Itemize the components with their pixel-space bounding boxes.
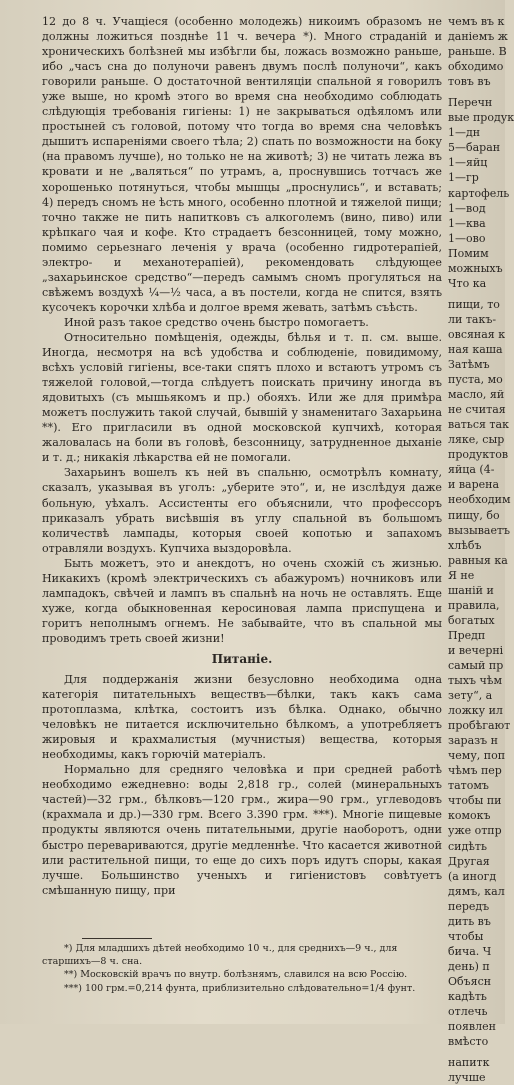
right-column-line: товъ въ: [448, 75, 491, 89]
right-column-fragment: [448, 14, 514, 1085]
paragraph-daily-needs: Нормально для средняго человѣка и при средней работѣ необходимо ежедневно: воды 2,818 гр., солей (минеральныхъ частей)—32 грм., бѣлковъ—120 грм., жира—90 грм., углеводовъ (крахмала и др.)—330 грм. Всего 3.390 грм. ***). Многiе пищевые продукты являются очень питательными, другiе наоборотъ, одни быстро перевариваются, другiе медленнѣе. Что касается животной или растительной пищи, то еще до сихъ поръ идутъ споры, какая лучше. Большинство ученыхъ и гигiенистовъ совѣтуетъ смѣшанную пищу, при: [42, 763, 442, 897]
footnote-3: ***) 100 грм.=0,214 фунта, приблизительно слѣдовательно=1/4 фунт.: [64, 982, 416, 994]
right-column-line: 1—дн: [448, 126, 481, 140]
right-column-line: Я не: [448, 568, 475, 582]
right-column-line: необходим: [448, 493, 511, 507]
right-column-line: чѣмъ пер: [448, 764, 502, 778]
right-column-line: напитк: [448, 1056, 490, 1070]
right-column-line: кадѣть: [448, 990, 487, 1003]
right-column-line: раньше. В: [448, 45, 507, 59]
right-column-line: чтобы: [448, 929, 484, 943]
right-column-line: обходимо: [448, 60, 504, 74]
right-column-line: шаній и: [448, 583, 494, 597]
right-column-line: не считая: [448, 403, 506, 417]
right-column-line: тыхъ чѣм: [448, 674, 503, 688]
right-column-line: пищу, бо: [448, 508, 500, 522]
paragraph-sleep: 12 до 8 ч. Учащiеся (особенно молодежь) никоимъ образомъ не должны ложиться позднѣе 11 ч. вечера *). Много страданiй и хроническихъ болѣзней мы избѣгли бы, ложась возможно раньше, ибо „часъ сна до полуночи равенъ двумъ послѣ полуночи“, какъ говорили раньше. О достаточной вентиляцiи спальной я говорилъ уже выше, но кромѣ этого во время сна необходимо соблюдать слѣдующiя требованiя гигiены: 1) не закрываться одѣяломъ или простыней съ головой, потому что тогда во время сна человѣкъ дышитъ испаренiями своего тѣла; 2) спать по возможности на боку (на правомъ лучше), но только не на животѣ; 3) не читать лежа въ кровати и не „валяться“ по утрамъ, а, проснувшись тотчасъ же хорошенько потянуться, чтобы мышцы „проснулись“, и вставать; 4) передъ сномъ не ѣсть много, особенно плотной и тяжелой пищи; точно также не пить напитковъ съ алкоголемъ (вино, пиво) или крѣпкаго чая и кофе. Кто страдаетъ безсонницей, тому можно, помимо серьезнаго леченiя у врача (особенно гидротерапiей, электро- и механотерапiей), рекомендовать слѣдующее „захарьинское средство“—передъ самымъ сномъ прогуляться на свѣжемъ воздухѣ ¼—½ часа, а въ постели, когда не спится, взять кусочекъ корочки хлѣба и долгое время жевать, затѣмъ съѣсть.: [42, 15, 442, 314]
right-column-line: ная каша: [448, 342, 503, 356]
section-heading-nutrition: Питанiе.: [211, 651, 273, 666]
right-column-line: появлен: [448, 1020, 496, 1034]
right-column-line: 1—ово: [448, 231, 486, 245]
right-column-line: 1—вод: [448, 201, 486, 215]
right-column-line: вызываетъ: [448, 523, 511, 537]
right-column-line: пищи, то: [448, 297, 500, 311]
right-column-line: день) п: [448, 959, 490, 973]
paragraph-remedy: Иной разъ такое средство очень быстро помогаетъ.: [64, 315, 369, 329]
right-column-line: Помим: [448, 246, 489, 260]
right-column-line: Другая: [448, 854, 490, 868]
right-column-line: зету“, а: [448, 689, 493, 703]
paragraph-bedroom: Относительно помѣщенiя, одежды, бѣлья и т. п. см. выше. Иногда, несмотря на всѣ удобства и соблюденiе, повидимому, всѣхъ условiй гигiены, все-таки спятъ плохо и встаютъ утромъ съ тяжелой головой,—тогда слѣдуетъ поискать причину иногда въ ядовитыхъ (съ мышьякомъ и пр.) обояхъ. Или же для примѣра можетъ послужить такой случай, бывшiй у знаменитаго Захарьина **). Его пригласили въ одной московской купчихѣ, которая жаловалась на боли въ головѣ, безсонницу, затрудненное дыханiе и т. д.; никакiя лѣкарства ей не помогали.: [42, 330, 442, 465]
right-column-line: 5—баран: [448, 141, 501, 155]
right-column-line: комокъ: [448, 809, 491, 823]
right-column-line: чему, поп: [448, 749, 506, 763]
right-column-line: чтобы пи: [448, 794, 502, 808]
right-column-line: богатых: [448, 613, 495, 627]
right-column-line: Затѣмъ: [448, 358, 490, 372]
right-column-line: самый пр: [448, 658, 504, 672]
right-column-line: продуктов: [448, 448, 509, 462]
footnote-2: **) Московскiй врачъ по внутр. болѣзнямъ, славился на всю Россiю.: [64, 969, 408, 981]
right-column-line: правила,: [448, 598, 500, 612]
right-column-line: овсяная к: [448, 327, 506, 341]
right-column-line: ли такъ-: [448, 312, 497, 326]
right-column-line: даніемъ ж: [448, 30, 508, 44]
right-column-line: картофель: [448, 186, 510, 200]
right-column-line: 1—гр: [448, 171, 479, 185]
right-column-line: пуста, мо: [448, 373, 503, 387]
right-column-line: 1—яйц: [448, 156, 488, 170]
right-column-line: ваться так: [448, 418, 509, 432]
right-column-line: яйца (4-: [448, 463, 495, 477]
right-column-line: заразъ н: [448, 734, 498, 748]
right-column-line: Предп: [448, 628, 486, 642]
right-column-line: Перечн: [448, 96, 493, 110]
right-column-line: уже отпр: [448, 824, 502, 838]
right-column-line: масло, яй: [448, 388, 505, 402]
footnote-1: *) Для младшихъ дѣтей необходимо 10 ч., для среднихъ—9 ч., для старшихъ—8 ч. сна.: [42, 943, 398, 968]
right-column-line: пробѣгают: [448, 719, 511, 733]
right-column-line: дямъ, кал: [448, 884, 505, 898]
footnotes: [42, 938, 442, 995]
right-column-line: ложку ил: [448, 704, 503, 718]
right-column-line: отлечь: [448, 1005, 488, 1019]
right-column-line: татомъ: [448, 779, 489, 793]
right-column-line: передъ: [448, 899, 490, 913]
right-column-line: и варена: [448, 478, 500, 492]
right-column-line: вые продук: [448, 111, 514, 125]
right-column-line: можныхъ: [448, 261, 503, 275]
footnote-divider: [82, 938, 152, 939]
right-column-line: равныя ка: [448, 553, 508, 567]
paragraph-lamps: Быть можетъ, это и анекдотъ, но очень схожiй съ жизнью. Никакихъ (кромѣ электрическихъ съ абажуромъ) ночниковъ или лампадокъ, свѣчей и лампъ въ спальнѣ на ночь не оставлять. Еще хуже, когда обыкновенная керосиновая лампа приспущена и горитъ неполнымъ огнемъ. Не забывайте, что въ спальной мы проводимъ треть своей жизни!: [42, 556, 442, 645]
right-column-line: бича. Ч: [448, 944, 492, 958]
right-column-line: и вечерні: [448, 643, 504, 657]
paragraph-zakharyin: Захарьинъ вошелъ къ ней въ спальню, осмотрѣлъ комнату, сказалъ, указывая въ уголъ: „уберите это“, и, не изслѣдуя даже больную, уѣхалъ. Ассистенты его объяснили, что профессоръ приказалъ убрать висѣвшiя въ углу спальной въ большомъ количествѣ лампады, которыя своей копотью и запахомъ отравляли воздухъ. Купчиха выздоровѣла.: [42, 466, 442, 555]
right-column-line: лучше: [448, 1071, 486, 1085]
right-column-line: Что ка: [448, 276, 487, 290]
paragraph-proteins: Для поддержанiя жизни безусловно необходима одна категорiя питательныхъ веществъ—бѣлки, такъ какъ сама протоплазма, клѣтка, состоитъ изъ бѣлка. Однако, обычно человѣкъ не питается исключительно бѣлкомъ, а употребляетъ жировыя и крахмалистыя (мучнистыя) вещества, которыя необходимы, какъ горючiй матерiалъ.: [42, 673, 442, 762]
right-column-line: Объясн: [448, 974, 492, 988]
right-column-line: вмѣсто: [448, 1035, 489, 1049]
main-text-column: [42, 14, 442, 898]
right-column-line: дить въ: [448, 914, 491, 928]
right-column-line: сидѣть: [448, 839, 487, 853]
right-column-line: (а иногд: [448, 869, 497, 883]
right-column-line: ляке, сыр: [448, 433, 505, 447]
right-column-line: хлѣбъ: [448, 538, 482, 552]
right-column-line: 1—ква: [448, 216, 486, 230]
right-column-line: чемъ въ к: [448, 15, 505, 28]
